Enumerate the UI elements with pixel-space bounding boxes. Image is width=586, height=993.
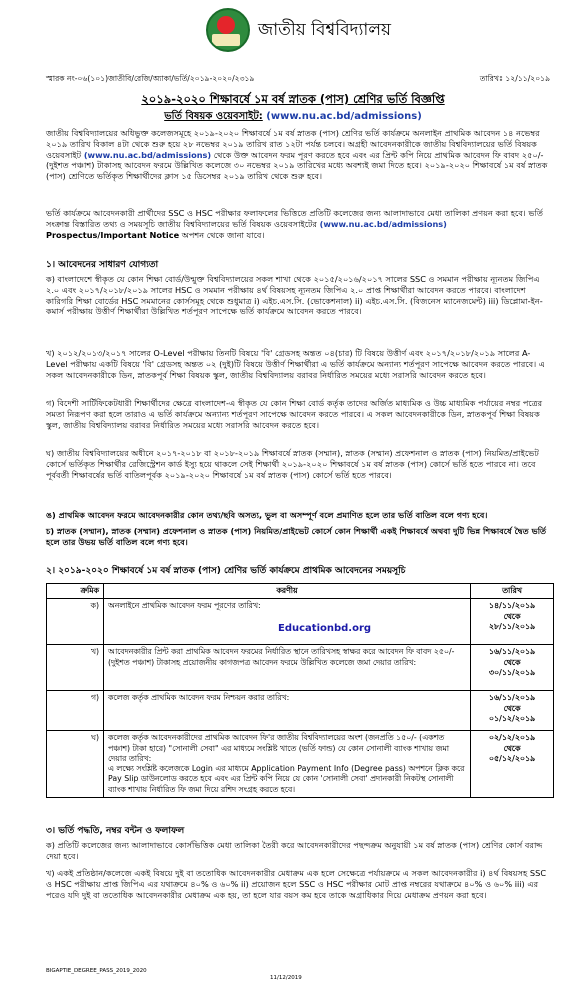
section-1-item-e: ঙ) প্রাথমিক আবেদন ফরমে আবেদনকারীর কোন তথ্য/ছবি অসত্য, ভুল বা অসম্পূর্ণ বলে প্রমাণিত হলে তার ভর্তি বাতিল বলে গণ্য হবে। xyxy=(46,510,488,520)
intro-paragraph-1: জাতীয় বিশ্ববিদ্যালয়ের অধিভুক্ত কলেজসমূহে ২০১৯-২০২০ শিক্ষাবর্ষে ১ম বর্ষ স্নাতক (পাস) শ্রেণির ভর্তি কার্যক্রমে অনলাইন প্রাথমিক আবেদন ১৪ নভেম্বর ২০১৯ তারিখ বিকাল ৪টা থেকে শুরু হয়ে ২৮ নভেম্বর ২০১৯ তারিখ রাত ১২টা পর্যন্ত চলবে। অগ্রহী আবেদনকারীকে জাতীয় বিশ্ববিদ্যালয়ের ভর্তি বিষয়ক ওয়েবসাইট (www.nu.ac.bd/admissions) থেকে উক্ত আবেদন ফরম পূরণ করতে হবে এবং এর প্রিন্ট কপি নিয়ে প্রাথমিক আবেদন ফি বাবদ ২৫০/- (দুইশত পঞ্চাশ) টাকাসহ আবেদন ফরমে উল্লিখিত কলেজে ৩০ নভেম্বর ২০১৯ তারিখের মধ্যে অবশ্যই জমা দিতে হবে। ২০১৯-২০২০ শিক্ষাবর্ষে ১ম বর্ষ স্নাতক (পাস) শ্রেণিতে ভর্তিকৃত শিক্ষার্থীদের ক্লাস ১৫ ডিসেম্বর ২০১৯ তারিখ থেকে শুরু হবে। xyxy=(46,128,548,182)
column-header-task: করণীয় xyxy=(104,584,471,599)
notice-subtitle xyxy=(0,110,586,123)
notice-title: ২০১৯-২০২০ শিক্ষাবর্ষে ১ম বর্ষ স্নাতক (পাস) শ্রেণির ভর্তি বিজ্ঞপ্তি xyxy=(141,92,445,106)
section-1-item-a: ক) বাংলাদেশে স্বীকৃত যে কোন শিক্ষা বোর্ড/উন্মুক্ত বিশ্ববিদ্যালয়ের সকল শাখা থেকে ২০১৫/২০১৬/২০১৭ সালের SSC ও সমমান পরীক্ষায় ন্যূনতম জিপিএ ২.০ এবং ২০১৭/২০১৮/২০১৯ সালের HSC ও সমমান পরীক্ষায় ৪র্থ বিষয়সহ ন্যূনতম জিপিএ ২.০ প্রাপ্ত শিক্ষার্থীরা আবেদন করতে পারবে। বাংলাদেশ কারিগরি শিক্ষা বোর্ডের HSC সমমানের কোর্সসমূহ থেকে শুধুমাত্র i) এইচ.এস.সি. (ভোকেশনাল) ii) এইচ.এস.সি. (বিজনেস ম্যানেজমেন্ট) iii) ডিপ্লোমা-ইন-কমার্স পরীক্ষায় উত্তীর্ণ শিক্ষার্থীরা উল্লিখিত শর্তপূরণ সাপেক্ষে ভর্তি কার্যক্রমে আবেদন করতে পারবে। xyxy=(46,274,543,317)
section-3-heading: ৩। ভর্তি পদ্ধতি, নম্বর বন্টন ও ফলাফল xyxy=(46,826,185,836)
intro-paragraph-2: ভর্তি কার্যক্রমে আবেদনকারী প্রার্থীদের SSC ও HSC পরীক্ষার ফলাফলের ভিত্তিতে প্রতিটি কলেজের জন্য আলাদাভাবে মেধা তালিকা প্রণয়ন করা হবে। ভর্তি সংক্রান্ত বিস্তারিত তথ্য ও সময়সূচি জাতীয় বিশ্ববিদ্যালয়ের ভর্তি বিষয়ক ওয়েবসাইটের (www.nu.ac.bd/admissions) Prospectus/Important Notice অপশন থেকে জানা যাবে। xyxy=(46,208,544,240)
row-serial: ক) xyxy=(47,599,104,645)
footer-filename: BIGAPTIE_DEGREE_PASS_2019_2020 xyxy=(46,968,147,974)
schedule-table-header xyxy=(47,584,554,599)
university-header xyxy=(206,8,391,52)
row-date: ১৪/১১/২০১৯ থেকে ২৮/১১/২০১৯ xyxy=(471,599,554,645)
intro-url-2[interactable]: (www.nu.ac.bd/admissions) xyxy=(319,218,447,229)
row-task: অনলাইনে প্রাথমিক আবেদন ফরম পূরণের তারিখ: Educationbd.org xyxy=(104,599,471,645)
row-task: কলেজ কর্তৃক আবেদনকারীদের প্রাথমিক আবেদন ফি'র জাতীয় বিশ্ববিদ্যালয়ের অংশ (জনপ্রতি ১৫০/- (একশত পঞ্চাশ) টাকা হারে) "সোনালী সেবা" এর মাধ্যমে সংশ্লিষ্ট খাতে (ভর্তি ফান্ড) যে কোন সোনালী ব্যাংক শাখায় জমা দেয়ার তারিখ: এ লক্ষ্যে সংশ্লিষ্ট কলেজকে Login এর মাধ্যমে Application Payment Info (Degree pass) অপশনে ক্লিক করে Pay Slip ডাউনলোড করতে হবে এবং এর প্রিন্ট কপি নিয়ে যে কোন 'সোনালী সেবা' প্রদানকারী নিকটস্থ সোনালী ব্যাংক শাখায় নির্ধারিত ফি জমা দিয়ে রশিদ সংগ্রহ করতে হবে। xyxy=(104,731,471,798)
row-serial: খ) xyxy=(47,645,104,691)
prospectus-label: Prospectus/Important Notice xyxy=(46,229,180,240)
row-date: ১৬/১১/২০১৯ থেকে ৩০/১১/২০১৯ xyxy=(471,645,554,691)
memo-reference: স্মারক নং-০৬(১০১)জাতীবি/রেজি/অ্যাকা/ভর্তি/২০১৯-২০২০/২৩১৯ xyxy=(46,74,255,83)
table-row xyxy=(47,691,554,731)
table-row xyxy=(47,645,554,691)
section-1-item-b: খ) ২০১২/২০১৩/২০১৭ সালের O-Level পরীক্ষায় তিনটি বিষয়ে 'বি' গ্রেডসহ অন্তত ০৪(চার) টি বিষয়ে উত্তীর্ণ এবং ২০১৭/২০১৮/২০১৯ সালের A-Level পরীক্ষায় একটি বিষয়ে 'বি' গ্রেডসহ অন্তত ০২ (দুই)টি বিষয়ে উত্তীর্ণ শিক্ষার্থীরা এ ভর্তি কার্যক্রমে অন্যান্য শর্তপূরণ সাপেক্ষে আবেদন করতে পারবে। এ সকল আবেদনকারীকে ডিন, স্নাতকপূর্ব শিক্ষা বিষয়ক স্কুল, জাতীয় বিশ্ববিদ্যালয় বরাবর নির্ধারিত সময়ের মধ্যে সরাসরি আবেদন করতে হবে। xyxy=(46,348,545,380)
watermark-text: Educationbd.org xyxy=(278,622,372,634)
section-1-item-d: ঘ) জাতীয় বিশ্ববিদ্যালয়ের অধীনে ২০১৭-২০১৮ বা ২০১৮-২০১৯ শিক্ষাবর্ষে স্নাতক (সম্মান), স্নাতক (সম্মান) প্রফেশনাল ও স্নাতক (পাস) নিয়মিত/প্রাইভেট কোর্সে ভর্তিকৃত শিক্ষার্থীর রেজিস্ট্রেশন কার্ড ইস্যু হয়ে থাকলে সেই শিক্ষার্থী ২০১৯-২০২০ শিক্ষাবর্ষে ১ম বর্ষ স্নাতক (পাস) কোর্সে ভর্তি হতে পারবে না। তবে পূর্ববর্তী শিক্ষাবর্ষের ভর্তি বাতিলপূর্বক ২০১৯-২০২০ শিক্ষাবর্ষে ১ম বর্ষ স্নাতক (পাস) কোর্সে ভর্তি হতে পারবে। xyxy=(46,448,539,480)
row-task: কলেজ কর্তৃক প্রাথমিক আবেদন ফরম নিশ্চয়ন করার তারিখ: xyxy=(104,691,471,731)
section-1-item-f: চ) স্নাতক (সম্মান), স্নাতক (সম্মান) প্রফেশনাল ও স্নাতক (পাস) নিয়মিত/প্রাইভেট কোর্সে কোন শিক্ষার্থী একই শিক্ষাবর্ষে অথবা দুটি ভিন্ন শিক্ষাবর্ষে দ্বৈত ভর্তি হলে তার উভয় ভর্তি বাতিল বলে গণ্য হবে। xyxy=(46,526,547,547)
row-date: ১৬/১১/২০১৯ থেকে ০১/১২/২০১৯ xyxy=(471,691,554,731)
row-serial: ঘ) xyxy=(47,731,104,798)
row-serial: গ) xyxy=(47,691,104,731)
row-task: আবেদনকারীর প্রিন্ট করা প্রাথমিক আবেদন ফরমের নির্ধারিত স্থানে তারিখসহ স্বাক্ষর করে আবেদন ফি বাবদ ২৫০/- (দুইশত পঞ্চাশ) টাকাসহ প্রয়োজনীয় কাগজপত্র আবেদন ফরমে উল্লিখিত কলেজে জমা দেয়ার তারিখ: xyxy=(104,645,471,691)
memo-date: তারিখঃ ১২/১১/২০১৯ xyxy=(479,74,550,83)
section-1-heading: ১। আবেদনের সাধারণ যোগ্যতা xyxy=(46,260,159,270)
row-date: ০২/১২/২০১৯ থেকে ০৫/১২/২০১৯ xyxy=(471,731,554,798)
column-header-serial: ক্রমিক xyxy=(47,584,104,599)
section-3-item-a: ক) প্রতিটি কলেজের জন্য আলাদাভাবে কোর্সভিত্তিক মেধা তালিকা তৈরী করে আবেদনকারীদের পছন্দক্রম অনুযায়ী ১ম বর্ষ স্নাতক (পাস) শ্রেণির কোর্স বরাদ্দ দেয়া হবে। xyxy=(46,840,543,861)
table-row xyxy=(47,731,554,798)
schedule-table xyxy=(46,583,554,798)
university-name: জাতীয় বিশ্ববিদ্যালয় xyxy=(258,19,392,40)
website-url[interactable]: (www.nu.ac.bd/admissions) xyxy=(266,111,422,122)
column-header-date: তারিখ xyxy=(471,584,554,599)
section-2-heading: ২। ২০১৯-২০২০ শিক্ষাবর্ষে ১ম বর্ষ স্নাতক (পাস) শ্রেণির ভর্তি কার্যক্রমে প্রাথমিক আবেদনের সময়সূচি xyxy=(46,566,406,576)
footer-date: 11/12/2019 xyxy=(270,975,302,981)
section-3-item-b: খ) একই প্রতিষ্ঠান/কলেজে একই বিষয়ে দুই বা ততোধিক আবেদনকারীর মেধাক্রম এক হলে সেক্ষেত্রে পর্যায়ক্রমে এ সকল আবেদনকারীর i) ৪র্থ বিষয়সহ SSC ও HSC পরীক্ষায় প্রাপ্ত জিপিএ এর যথাক্রমে ৪০% ও ৬০% ii) প্রয়োজন হলে SSC ও HSC পরীক্ষার মোট প্রাপ্ত নম্বরের যথাক্রমে ৪০% ও ৬০% iii) এর পরেও যদি দুই বা ততোধিক আবেদনকারীর মেধাক্রম এক হয়, তা হলে যার বয়স কম হবে তাকে অগ্রাধিকার দিয়ে মেধাক্রম প্রণয়ন করা হবে। xyxy=(46,868,547,900)
section-1-item-c: গ) বিদেশী সার্টিফিকেটধারী শিক্ষার্থীদের ক্ষেত্রে বাংলাদেশ-এ স্বীকৃত যে কোন শিক্ষা বোর্ড কর্তৃক তাদের অর্জিত মাধ্যমিক ও উচ্চ মাধ্যমিক পর্যায়ের নম্বর পত্রের সমতা নিরূপণ করা হলে তারাও এ ভর্তি কার্যক্রমে অন্যান্য শর্তপূরণ সাপেক্ষে আবেদন করতে পারবে। এ সকল আবেদনকারীকে ডিন, স্নাতকপূর্ব শিক্ষা বিষয়ক স্কুল, জাতীয় বিশ্ববিদ্যালয় বরাবর নির্ধারিত সময়ের মধ্যে সরাসরি আবেদন করতে হবে। xyxy=(46,398,543,430)
intro-url-1[interactable]: (www.nu.ac.bd/admissions) xyxy=(83,149,212,160)
website-label: ভর্তি বিষয়ক ওয়েবসাইট: xyxy=(164,111,263,122)
table-row xyxy=(47,599,554,645)
university-logo-icon xyxy=(206,8,250,52)
